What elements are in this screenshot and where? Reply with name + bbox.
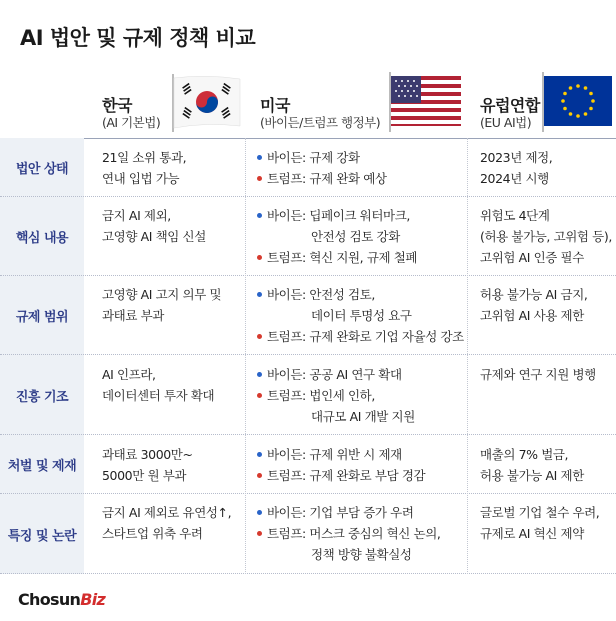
table-row <box>0 197 616 276</box>
usa-cell <box>257 444 425 486</box>
column-subtitle: (EU AI법) <box>480 115 532 130</box>
row-label: 핵심 내용 <box>0 197 84 276</box>
eu-cell: 매출의 7% 벌금, 허용 불가능 AI 제한 <box>480 447 584 483</box>
column-divider <box>245 138 246 574</box>
table-row <box>0 435 616 494</box>
usa-cell <box>257 364 415 427</box>
trump-item: 트럼프: 규제 완화로 기업 자율성 강조 <box>257 326 464 347</box>
eu-cell: 허용 불가능 AI 금지, 고위험 AI 사용 제한 <box>480 287 588 323</box>
row-label: 규제 범위 <box>0 276 84 355</box>
trump-item: 트럼프: 규제 완화 예상 <box>257 168 387 189</box>
row-label: 특징 및 논란 <box>0 494 84 574</box>
trump-item: 트럼프: 법인세 인하, <box>257 385 415 406</box>
biden-item: 바이든: 규제 강화 <box>257 147 387 168</box>
usa-cell <box>257 284 464 347</box>
korea-cell: 금지 AI 제외로 유연성↑, 스타트업 위축 우려 <box>102 505 232 541</box>
column-name: 미국 <box>260 96 290 115</box>
usa-flag-icon <box>387 72 463 132</box>
column-subtitle: (AI 기본법) <box>102 115 161 130</box>
korea-cell: 고영향 AI 고지 의무 및 과태료 부과 <box>102 287 222 323</box>
usa-cell <box>257 502 440 565</box>
column-name: 한국 <box>102 96 132 115</box>
eu-cell: 글로벌 기업 철수 우려, 규제로 AI 혁신 제약 <box>480 505 600 541</box>
trump-item: 트럼프: 머스크 중심의 혁신 논의, <box>257 523 440 544</box>
trump-item-continued: 정책 방향 불확실성 <box>311 547 412 562</box>
column-subtitle: (바이든/트럼프 행정부) <box>260 115 381 130</box>
table-row <box>0 138 616 197</box>
publisher-logo: ChosunBiz <box>18 590 106 609</box>
biden-item: 바이든: 규제 위반 시 제재 <box>257 444 425 465</box>
usa-cell <box>257 205 417 268</box>
korea-flag-icon <box>168 74 242 132</box>
biden-item: 바이든: 공공 AI 연구 확대 <box>257 364 415 385</box>
row-label: 법안 상태 <box>0 138 84 197</box>
biden-item-continued: 안전성 검토 강화 <box>311 229 400 244</box>
trump-item: 트럼프: 규제 완화로 부담 경감 <box>257 465 425 486</box>
biden-item: 바이든: 안전성 검토, <box>257 284 464 305</box>
korea-cell: 과태료 3000만~ 5000만 원 부과 <box>102 447 193 483</box>
eu-cell: 위험도 4단계 (허용 불가능, 고위험 등), 고위험 AI 인증 필수 <box>480 208 612 265</box>
trump-item-continued: 대규모 AI 개발 지원 <box>311 409 415 424</box>
page-title: AI 법안 및 규제 정책 비교 <box>20 26 256 50</box>
column-divider <box>467 138 468 574</box>
biden-item-continued: 데이터 투명성 요구 <box>311 308 412 323</box>
eu-cell: 규제와 연구 지원 병행 <box>480 367 596 382</box>
column-name: 유럽연합 <box>480 96 540 115</box>
table-row <box>0 494 616 574</box>
korea-cell: 21일 소위 통과, 연내 입법 가능 <box>102 150 187 186</box>
usa-cell <box>257 147 387 189</box>
row-label: 진흥 기조 <box>0 355 84 435</box>
table-row <box>0 355 616 435</box>
korea-cell: AI 인프라, 데이터센터 투자 확대 <box>102 367 215 403</box>
trump-item: 트럼프: 혁신 지원, 규제 철폐 <box>257 247 417 268</box>
biden-item: 바이든: 기업 부담 증가 우려 <box>257 502 440 523</box>
table-row <box>0 276 616 355</box>
eu-flag-icon <box>540 72 614 132</box>
row-label: 처벌 및 제재 <box>0 435 84 494</box>
biden-item: 바이든: 딥페이크 워터마크, <box>257 205 417 226</box>
korea-cell: 금지 AI 제외, 고영향 AI 책임 신설 <box>102 208 206 244</box>
eu-cell: 2023년 제정, 2024년 시행 <box>480 150 553 186</box>
